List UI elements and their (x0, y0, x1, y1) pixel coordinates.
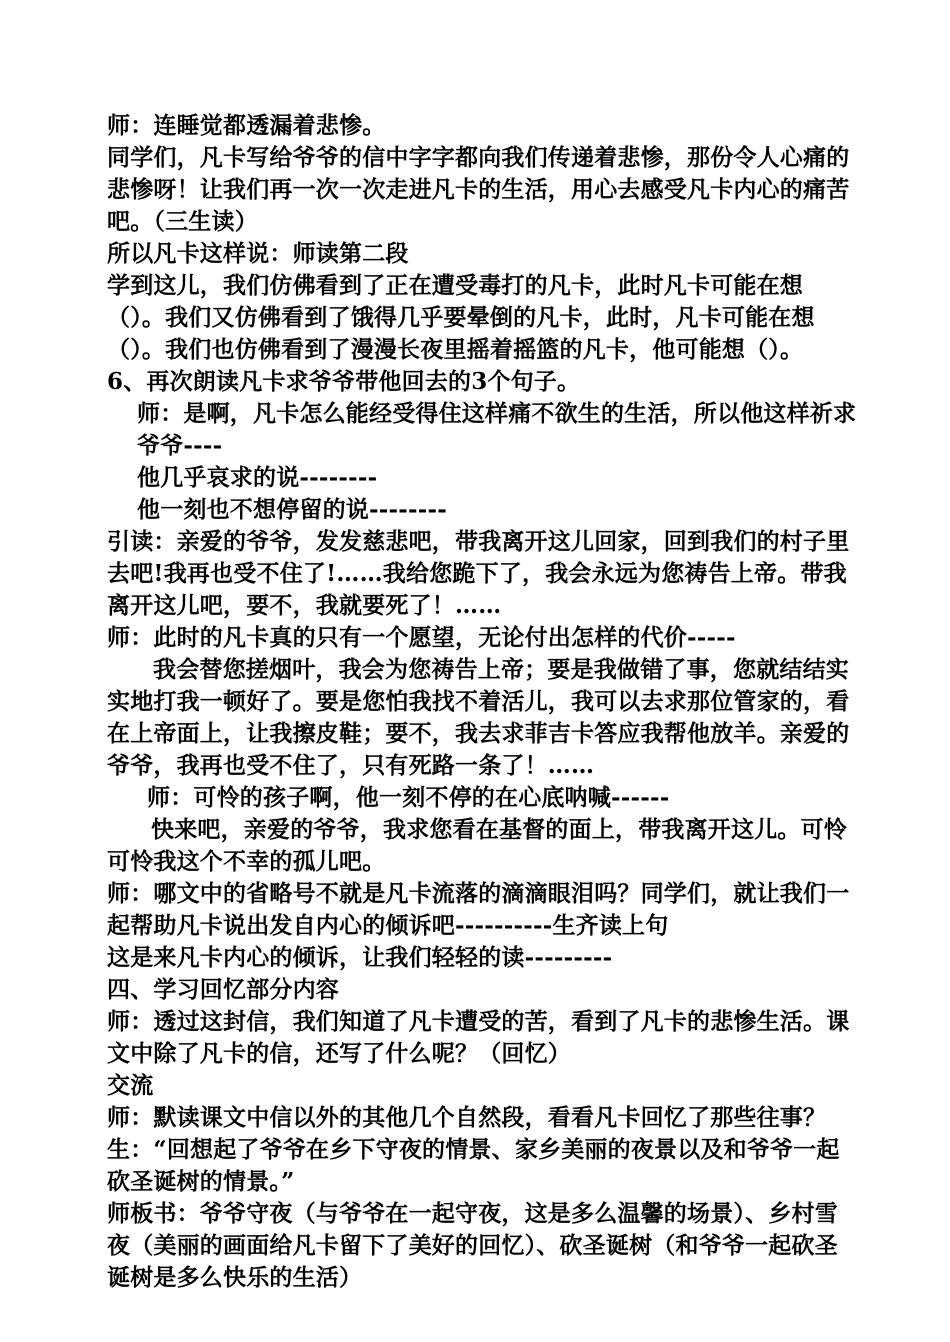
document-page (107, 110, 857, 1294)
paragraph-student-answer: 生：“回想起了爷爷在乡下守夜的情景、家乡美丽的夜景以及和爷爷一起砍圣诞树的情景。” (107, 1136, 840, 1195)
paragraph-come-quickly: 快来吧，亲爱的爷爷，我求您看在基督的面上，带我离开这儿。可怜可怜我这个不幸的孤儿吧。 (107, 816, 847, 875)
paragraph-poor-child: 师：可怜的孩子啊，他一刻不停的在心底呐喊------ (147, 784, 670, 811)
paragraph-silent-reading: 师：默读课文中信以外的其他几个自然段，看看凡卡回忆了那些往事？ (107, 1104, 827, 1131)
paragraph-no-stay: 他一刻也不想停留的说-------- (137, 496, 447, 523)
paragraph-begging: 他几乎哀求的说-------- (137, 464, 378, 491)
section-heading-memories: 四、学习回忆部分内容 (107, 976, 339, 1003)
paragraph-imagine: 学到这儿，我们仿佛看到了正在遭受毒打的凡卡，此时凡卡可能在想（）。我们又仿佛看到了饿得几乎要晕倒的凡卡，此时，凡卡可能在想（）。我们也仿佛看到了漫漫长夜里摇着摇篮的凡卡，他可能想（）。 (107, 272, 815, 363)
paragraph-through-letter: 师：透过这封信，我们知道了凡卡遭受的苦，看到了凡卡的悲惨生活。课文中除了凡卡的信，还写了什么呢？（回忆） (107, 1008, 850, 1067)
paragraph-guided-reading: 引读：亲爱的爷爷，发发慈悲吧，带我离开这儿回家，回到我们的村子里去吧!我再也受不住了!……我给您跪下了，我会永远为您祷告上帝。带我离开这儿吧，要不，我就要死了！…… (107, 528, 850, 619)
paragraph-wish: 师：此时的凡卡真的只有一个愿望，无论付出怎样的代价----- (107, 624, 736, 651)
paragraph-read-softly: 这是来凡卡内心的倾诉，让我们轻轻的读--------- (107, 944, 613, 971)
paragraph-promise: 我会替您搓烟叶，我会为您祷告上帝；要是我做错了事，您就结结实实地打我一顿好了。要是您怕我找不着活儿，我可以去求那位管家的，看在上帝面上，让我擦皮鞋；要不，我去求菲吉卡答应我帮他放羊。亲爱的爷爷，我再也受不住了，只有死路一条了！…… (107, 656, 850, 779)
paragraph-students-letter: 同学们，凡卡写给爷爷的信中字字都向我们传递着悲惨，那份令人心痛的悲惨呀！让我们再一次一次走进凡卡的生活，用心去感受凡卡内心的痛苦吧。（三生读） (107, 144, 850, 235)
paragraph-teacher-sleep: 师：连睡觉都透漏着悲惨。 (107, 112, 386, 139)
paragraph-step-6: 6、再次朗读凡卡求爷爷带他回去的3个句子。 (107, 368, 581, 395)
paragraph-second-section: 所以凡卡这样说：师读第二段 (107, 240, 409, 267)
paragraph-exchange: 交流 (107, 1072, 154, 1099)
paragraph-ellipsis-tears: 师：哪文中的省略号不就是凡卡流落的滴滴眼泪吗？同学们，就让我们一起帮助凡卡说出发自内心的倾诉吧----------生齐读上句 (107, 880, 850, 939)
paragraph-teacher-plea: 师：是啊，凡卡怎么能经受得住这样痛不欲生的生活，所以他这样祈求爷爷---- (137, 400, 857, 459)
paragraph-blackboard: 师板书：爷爷守夜（与爷爷在一起守夜，这是多么温馨的场景）、乡村雪夜（美丽的画面给凡卡留下了美好的回忆）、砍圣诞树（和爷爷一起砍圣诞树是多么快乐的生活） (107, 1200, 838, 1291)
